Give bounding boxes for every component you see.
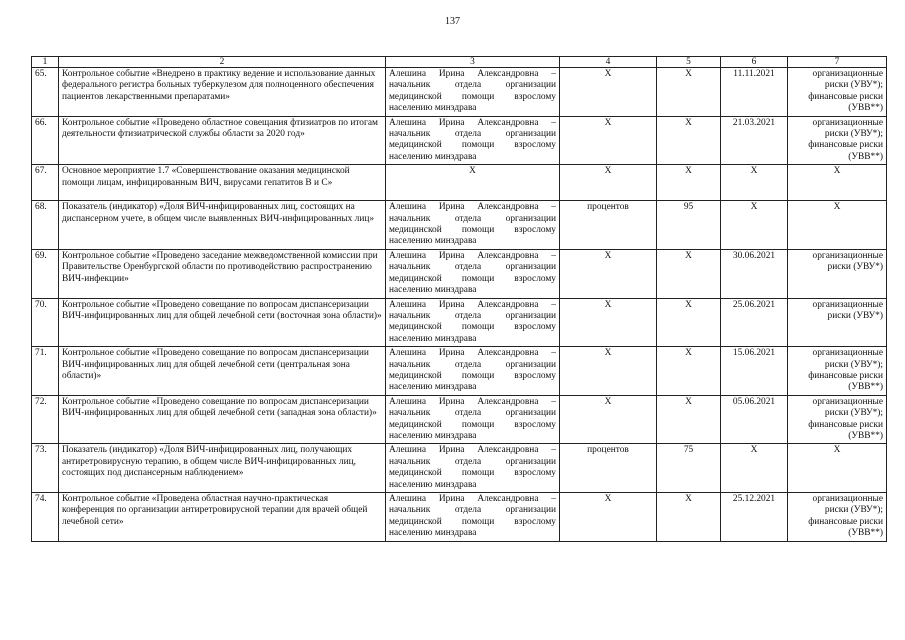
column-number: 1 [32,57,59,68]
value-cell: X [657,249,721,298]
responsible-person: Алешина Ирина Александровна – начальник отдела организации медицинской помощи взрослому населению минздрава [386,201,560,250]
row-description: Основное мероприятие 1.7 «Совершенствование оказания медицинской помощи лицам, инфицированным ВИЧ, вирусами гепатитов В и С» [59,165,386,201]
risk-line: риски (УВУ*) [827,310,883,321]
risk-cell [788,395,887,444]
row-number: 65. [32,68,59,117]
unit-cell: X [560,298,657,347]
risk-line: риски (УВУ*) [827,262,883,273]
date-cell: 25.12.2021 [721,493,788,542]
risk-line: риски (УВУ*); [824,80,883,91]
risk-line: организационные [812,396,883,407]
risk-line: X [833,445,841,456]
table-row [32,298,887,347]
date-cell: X [721,201,788,250]
unit-cell: процентов [560,201,657,250]
risk-line: организационные [812,494,883,504]
page-number: 137 [445,16,460,27]
table-row [32,68,887,117]
unit-cell: X [560,493,657,542]
date-cell: 30.06.2021 [721,249,788,298]
risk-cell [788,201,887,250]
row-description: Показатель (индикатор) «Доля ВИЧ-инфицированных лиц, состоящих на диспансерном учете, в общем числе выявленных ВИЧ-инфицированных лиц» [59,201,386,250]
date-cell: 21.03.2021 [721,116,788,165]
unit-cell: X [560,68,657,117]
risk-line: финансовые риски [808,516,883,527]
risk-cell [788,68,887,117]
risk-cell [788,165,887,201]
row-number: 72. [32,395,59,444]
risk-line: риски (УВУ*); [824,408,883,419]
unit-cell: X [560,249,657,298]
responsible-person: Алешина Ирина Александровна – начальник отдела организации медицинской помощи взрослому населению минздрава [386,444,560,493]
row-description: Контрольное событие «Проведена областная научно-практическая конференция по организации антиретровирусной терапии для врачей общей лечебной сети» [59,493,386,542]
unit-cell: X [560,347,657,396]
row-number: 70. [32,298,59,347]
value-cell: 95 [657,201,721,250]
risk-line: организационные [812,250,883,261]
date-cell: X [721,165,788,201]
risk-line: риски (УВУ*); [824,505,883,516]
value-cell: 75 [657,444,721,493]
value-cell: X [657,298,721,347]
row-description: Контрольное событие «Внедрено в практику ведение и использование данных федерального регистра больных туберкулезом для полноценного обеспечения пациентов лекарственными препаратами» [59,68,386,117]
row-description: Контрольное событие «Проведено совещание по вопросам диспансеризации ВИЧ-инфицированных лиц для общей лечебной сети (западная зона области)» [59,395,386,444]
row-number: 66. [32,116,59,165]
risk-line: организационные [812,117,883,128]
unit-cell: процентов [560,444,657,493]
date-cell: 15.06.2021 [721,347,788,396]
value-cell: X [657,395,721,444]
column-number: 3 [386,57,560,68]
table-row [32,444,887,493]
responsible-person: X [386,165,560,201]
table-row [32,493,887,542]
table-row [32,201,887,250]
responsible-person: Алешина Ирина Александровна – начальник отдела организации медицинской помощи взрослому населению минздрава [386,249,560,298]
table-row [32,347,887,396]
row-number: 67. [32,165,59,201]
column-number: 5 [657,57,721,68]
row-description: Контрольное событие «Проведено областное совещания фтизиатров по итогам деятельности фтизиатрической службы области за 2020 год» [59,116,386,165]
date-cell: X [721,444,788,493]
risk-line: X [833,202,841,213]
column-number: 6 [721,57,788,68]
row-description: Контрольное событие «Проведено совещание по вопросам диспансеризации ВИЧ-инфицированных лиц для общей лечебной сети (восточная зона области)» [59,298,386,347]
column-number-row [32,57,887,68]
risk-line: финансовые риски [808,419,883,430]
row-description: Контрольное событие «Проведено заседание межведомственной комиссии при Правительстве Оренбургской области по противодействию распространению ВИЧ-инфекции» [59,249,386,298]
table-row [32,165,887,201]
measures-table [31,56,887,542]
value-cell: X [657,165,721,201]
risk-line: финансовые риски [808,370,883,381]
risk-cell [788,493,887,542]
row-description: Контрольное событие «Проведено совещание по вопросам диспансеризации ВИЧ-инфицированных лиц для общей лечебной сети (центральная зона области)» [59,347,386,396]
responsible-person: Алешина Ирина Александровна – начальник отдела организации медицинской помощи взрослому населению минздрава [386,116,560,165]
responsible-person: Алешина Ирина Александровна – начальник отдела организации медицинской помощи взрослому населению минздрава [386,68,560,117]
risk-cell [788,249,887,298]
risk-line: риски (УВУ*); [824,359,883,370]
value-cell: X [657,116,721,165]
row-number: 73. [32,444,59,493]
table-row [32,116,887,165]
risk-line: организационные [812,299,883,310]
risk-cell [788,116,887,165]
row-number: 69. [32,249,59,298]
risk-line: (УВВ**) [848,382,883,393]
risk-line: X [833,166,841,177]
column-number: 4 [560,57,657,68]
risk-line: организационные [812,69,883,79]
responsible-person: Алешина Ирина Александровна – начальник отдела организации медицинской помощи взрослому населению минздрава [386,298,560,347]
row-description: Показатель (индикатор) «Доля ВИЧ-инфицированных лиц, получающих антиретровирусную терапию, в общем числе ВИЧ-инфицированных лиц, состоящих под диспансерным наблюдением» [59,444,386,493]
row-number: 68. [32,201,59,250]
table-row [32,249,887,298]
responsible-person: Алешина Ирина Александровна – начальник отдела организации медицинской помощи взрослому населению минздрава [386,493,560,542]
risk-line: организационные [812,348,883,359]
risk-line: (УВВ**) [848,103,883,114]
risk-line: риски (УВУ*); [824,129,883,140]
value-cell: X [657,347,721,396]
responsible-person: Алешина Ирина Александровна – начальник отдела организации медицинской помощи взрослому населению минздрава [386,395,560,444]
unit-cell: X [560,395,657,444]
date-cell: 11.11.2021 [721,68,788,117]
row-number: 74. [32,493,59,542]
responsible-person: Алешина Ирина Александровна – начальник отдела организации медицинской помощи взрослому населению минздрава [386,347,560,396]
risk-line: финансовые риски [808,140,883,151]
value-cell: X [657,68,721,117]
risk-line: (УВВ**) [848,151,883,162]
column-number: 7 [788,57,887,68]
risk-cell [788,444,887,493]
unit-cell: X [560,165,657,201]
value-cell: X [657,493,721,542]
risk-cell [788,347,887,396]
risk-line: финансовые риски [808,91,883,102]
risk-cell [788,298,887,347]
date-cell: 05.06.2021 [721,395,788,444]
risk-line: (УВВ**) [848,528,883,539]
risk-line: (УВВ**) [848,430,883,441]
row-number: 71. [32,347,59,396]
date-cell: 25.06.2021 [721,298,788,347]
column-number: 2 [59,57,386,68]
unit-cell: X [560,116,657,165]
table-row [32,395,887,444]
